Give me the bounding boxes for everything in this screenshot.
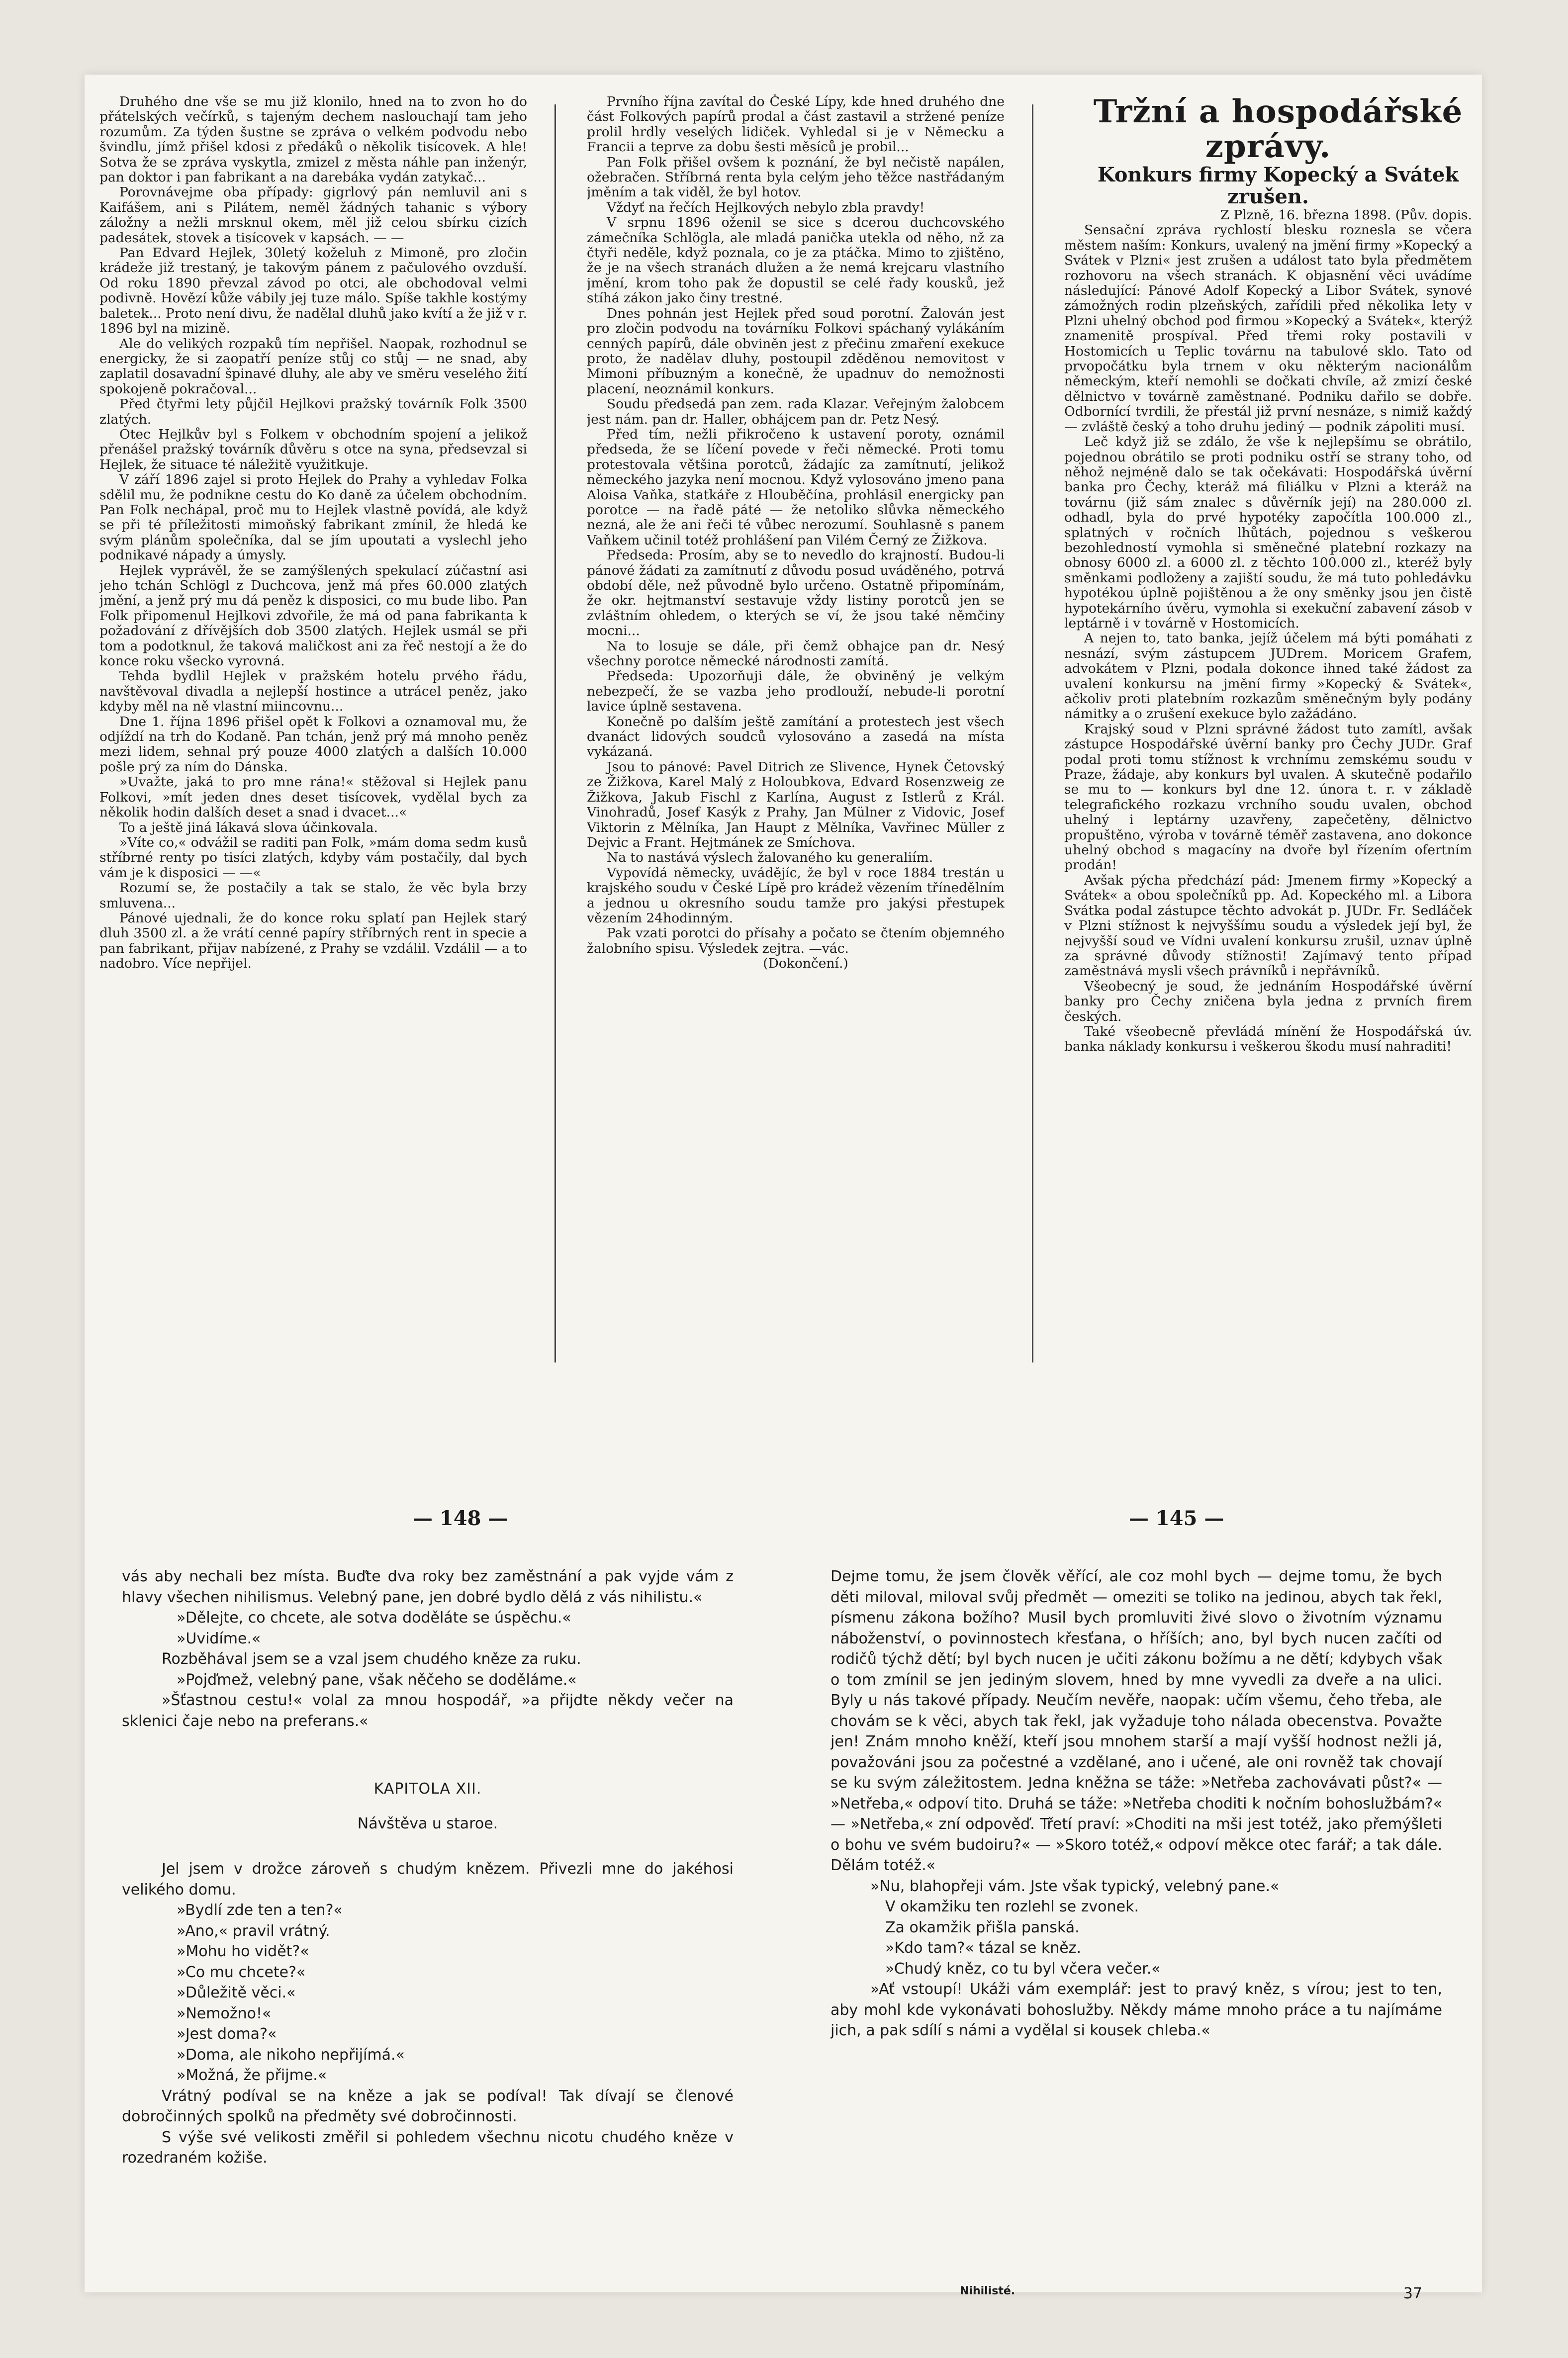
paragraph: V srpnu 1896 oženil se sice s dcerou duchcovského zámečníka Schlögla, ale mladá panička utekla od něho, nž za čtyři neděle, když poznala, co je za ptáčka. Mimo to zjištěno, že je na všech stranách dlužen a že nemá krejcaru vlastního jmění, krom toho pak že dopustil se celé řady kousků, jež stíhá zákon jako činy trestné. — [587, 215, 1005, 306]
paragraph: Vypovídá německy, uvádějíc, že byl v roce 1884 trestán u krajského soudu v České Lípě pro krádež vězením třínedělním a jednou u okresního soudu tamže pro jakýsi přestupek vězením 24hodinným. — [587, 865, 1005, 926]
book-line: Rozběhával jsem se a vzal jsem chudého kněze za ruku. — [162, 1650, 581, 1668]
book-line: »Důležitě věci.« — [177, 1984, 296, 2001]
article-title: Konkurs firmy Kopecký a Svátek zrušen. — [1097, 163, 1459, 208]
chapter-number: KAPITOLA XII. — [373, 1780, 482, 1798]
newspaper-page — [85, 75, 1482, 2302]
book-page-number: 37 — [1403, 2285, 1422, 2302]
book-line: Jel jsem v drožce zároveň s chudým knězem. Přivezli mne do jakéhosi velikého domu. — [122, 1860, 734, 1899]
column-right — [1064, 94, 1472, 1338]
book-page-left — [122, 1566, 734, 2272]
paragraph: Jsou to pánové: Pavel Ditrich ze Slivence, Hynek Četovský ze Žižkova, Karel Malý z Holoubkova, Edvard Rosenzweig ze Žižkova, Jakub Fischl z Karlína, August z Istlerů z Král. Vinohradů, Josef Kasýk z Prahy, Jan Mülner z Vidovic, Josef Viktorin z Mělníka, Jan Haupt z Mělníka, Vavřinec Müller z Dejvic a Frant. Hejtmánek ze Smíchova. — [587, 759, 1005, 850]
paragraph: Pan Folk přišel ovšem k poznání, že byl nečistě napálen, ožebračen. Stříbrná renta byla celým jeho těžce nastřádaným jměním a tak viděl, že byl hotov. — [587, 154, 1005, 200]
book-line: Vrátný podíval se na kněze a jak se podíval! Tak dívají se členové dobročinných spolků na předměty své dobročinnosti. — [122, 2087, 734, 2125]
paragraph: Rozumí se, že postačily a tak se stalo, že věc byla brzy smluvena... — [99, 880, 527, 911]
column-middle — [587, 94, 1005, 1338]
book-line: »Doma, ale nikoho nepřijímá.« — [177, 2046, 405, 2064]
book-line: »Šťastnou cestu!« volal za mnou hospodář, »a přijdte někdy večer na sklenici čaje nebo na preferans.« — [122, 1692, 734, 1730]
book-line: »Pojďmež, velebný pane, však něčeho se doděláme.« — [177, 1671, 577, 1689]
book-line: »Jest doma?« — [177, 2025, 277, 2043]
book-line: »Kdo tam?« tázal se kněz. — [885, 1939, 1082, 1957]
book-line: »Bydlí zde ten a ten?« — [177, 1902, 343, 1919]
signature-mark: Nihilisté. — [960, 2285, 1015, 2297]
book-line: vás aby nechali bez místa. Buďte dva roky bez zaměstnání a pak vyjde vám z hlavy všechen nihilismus. Velebný pane, jen dobré bydlo dělá z vás nihilistu.« — [122, 1568, 734, 1606]
column-divider — [554, 104, 556, 1362]
paragraph: Předseda: Upozorňuji dále, že obviněný je velkým nebezpečí, že se vazba jeho prodlouží, nebude-li porotní lavice úplně sestavena. — [587, 668, 1005, 715]
book-line: »Chudý kněz, co tu byl včera večer.« — [885, 1960, 1161, 1978]
column-left — [99, 94, 527, 1338]
paragraph: Tehda bydlil Hejlek v pražském hotelu prvého řádu, navštěvoval divadla a nejlepší hostince a utrácel peněz, jako kdyby měl na ně vlastní miincovnu... — [99, 668, 527, 715]
paragraph: Na to nastává výslech žalovaného ku generaliím. — [607, 850, 933, 866]
paragraph: Vždyť na řečích Hejlkových nebylo zbla pravdy! — [607, 199, 925, 215]
paragraph: Porovnávejme oba případy: gigrlový pán nemluvil ani s Kaifášem, ani s Pilátem, neměl žádných tahanic s výbory záložny a nežli mrsknul okem, měl již celou sbírku cizích padesátek, stovek a tisícovek v kapsách. — — — [99, 184, 527, 246]
book-line: »Ať vstoupí! Ukáži vám exemplář: jest to pravý kněz, s vírou; jest to ten, aby mohl kde vykonávati bohoslužby. Někdy máme mnoho práce a tu najímáme jich, a pak sdílí s námi a vydělal si kousek chleba.« — [830, 1981, 1442, 2039]
paragraph: Pánové ujednali, že do konce roku splatí pan Hejlek starý dluh 3500 zl. a že vrátí cenné papíry stříbrných rent in specie a pan fabrikant, přijav nabízené, z Prahy se vzdálil. Vzdálil — a to nadobro. Více nepřijel. — [99, 910, 527, 972]
paragraph: Soudu předsedá pan zem. rada Klazar. Veřejným žalobcem jest nám. pan dr. Haller, obhájcem pan dr. Petz Nesý. — [587, 396, 1005, 427]
book-line: »Dělejte, co chcete, ale sotva doděláte se úspěchu.« — [177, 1609, 571, 1627]
paragraph: A nejen to, tato banka, jejíž účelem má býti pomáhati z nesnází, svým zástupcem JUDrem. Moricem Grafem, advokátem v Plzni, podala dokonce ihned také žádost za uvalení konkursu na jmění firmy »Kopecký & Svátek«, ačkoliv proti platebním rozkazům směnečným byly podány námitky a o zrušení exekuce bylo zažádáno. — [1064, 631, 1472, 722]
book-line: V okamžiku ten rozlehl se zvonek. — [885, 1898, 1139, 1915]
book-line: »Mohu ho vidět?« — [177, 1943, 309, 1960]
paragraph: »Víte co,« odvážil se raditi pan Folk, »mám doma sedm kusů stříbrné renty po tisíci zlatých, kdyby vám postačily, dal bych vám je k disposici — —« — [99, 834, 527, 881]
paragraph: To a ještě jiná lákavá slova účinkovala. — [119, 819, 378, 835]
paragraph: Dne 1. října 1896 přišel opět k Folkovi a oznamoval mu, že odjíždí na trh do Kodaně. Pan tchán, jenž prý má mnoho peněz mezi lidem, sehnal prý pouze 4000 zlatých a dalších 10.000 pošle prý za ním do Dánska. — [99, 714, 527, 775]
paragraph: Před tím, nežli přikročeno k ustavení poroty, oznámil předseda, že se líčení povede v řeči německé. Proti tomu protestovala většina porotců, žádajíc za zamítnutí, jelikož německého jazyka není mocnou. Když vylosováno jmeno pana Aloisa Vaňka, statkáře z Hlouběčína, prohlásil energicky pan porotce — na řadě páté — že netoliko slůvka německého nezná, ale že ani řeči té vůbec nerozumí. Souhlasně s panem Vaňkem učinil totéž prohlášení pan Vilém Černý ze Žižkova. — [587, 426, 1005, 548]
page-number-left: — 148 — — [413, 1507, 508, 1530]
paragraph: V září 1896 zajel si proto Hejlek do Prahy a vyhledav Folka sdělil mu, že podnikne cestu do Ko daně za účelem obchodním. Pan Folk nechápal, proč mu to Hejlek vlastně povídá, ale když se při té příležitosti mimoňský fabrikant zmínil, že hledá ke svým plánům společníka, dal se jím upoutati a vyslechl jeho podnikavé nápady a úmysly. — [99, 472, 527, 563]
paragraph: Konečně po dalším ještě zamítání a protestech jest všech dvanáct lidových soudců vylosováno a zasedá na místa vykázaná. — [587, 714, 1005, 760]
book-line: »Co mu chcete?« — [177, 1963, 306, 1981]
book-line: »Uvidíme.« — [177, 1630, 261, 1647]
paragraph: Na to losuje se dále, při čemž obhajce pan dr. Nesý všechny porotce německé národnosti zamítá. — [587, 638, 1005, 669]
continuation-note: (Dokončení.) — [763, 956, 848, 972]
paragraph: Předseda: Prosím, aby se to nevedlo do krajností. Budou-li pánové žádati za zamítnutí z důvodu posud uváděného, potrvá období děle, než původně bylo určeno. Ostatně připomínám, že okr. hejtmanství sestavuje vždy listiny porotců jen se zvláštním ohledem, o kterých se ví, že jsou také němčiny mocni... — [587, 547, 1005, 639]
paragraph: Dnes pohnán jest Hejlek před soud porotní. Žalován jest pro zločin podvodu na továrníku Folkovi spáchaný vylákáním cenných papírů, dále obviněn jest z přečinu zmaření exekuce proto, že nadělav dluhy, postoupil zděděnou nemovitost v Mimoni příbuzným a konečně, že upadnuv do nemožnosti placení, neoznámil konkurs. — [587, 305, 1005, 397]
paragraph: Otec Hejlkův byl s Folkem v obchodním spojení a jelikož přenášel pražský továrník důvěru s otce na syna, předsevzal si Hejlek, že situace té náležitě využitkuje. — [99, 426, 527, 472]
page-number-right: — 145 — — [1129, 1507, 1224, 1530]
paragraph: Pan Edvard Hejlek, 30letý koželuh z Mimoně, pro zločin krádeže již trestaný, je takovým pánem z pačulového ovzduší. Od roku 1890 převzal závod po otci, ale obchodoval velmi podivně. Hovězí kůže vábily jej tuze málo. Spíše takhle kostýmy baletek... Proto není divu, že nadělal dluhů jako kvítí a že již v r. 1896 byl na mizině. — [99, 245, 527, 337]
paragraph: Před čtyřmi lety půjčil Hejlkovi pražský továrník Folk 3500 zlatých. — [99, 396, 527, 427]
paragraph: Leč když již se zdálo, že vše k nejlepšímu se obrátilo, pojednou obrátilo se proti podniku ostří se strany toho, od něhož nejméně dalo se tak očekávati: Hospodářská úvěrní banka pro Čechy, kteráž má filiálku v Plzni a kteráž na továrnu (již sám znalec s důvěrník její) na 280.000 zl. odhadl, byla do prvé hypotéky započítla 100.000 zl., splatných v ročních lhůtách, pojednou s veškerou bezohledností vymohla si směnečné platební rozkazy na obnosy 6000 zl. a 6000 zl. z těchto 100.000 zl., kteréž byly směnkami podloženy a zajiští soudu, že má tuto pohledávku hypotékou úplně pojištěnou a že ony směnky jsou jen čistě hypotekárního úvěru, vymohla si exekuční zabavení zásob v leptárně i v továrně v Hostomicích. — [1064, 434, 1472, 631]
section-headline: Tržní a hospodářské zprávy. — [1093, 94, 1463, 165]
paragraph: Pak vzati porotci do přísahy a počato se čtením objemného žalobního spisu. Výsledek zejtra. —vác. — [587, 925, 1005, 956]
book-page-right — [830, 1566, 1442, 2272]
paragraph: Všeobecný je soud, že jednáním Hospodářské úvěrní banky pro Čechy zničena byla jedna z prvních firem českých. — [1064, 978, 1472, 1024]
paragraph: Hejlek vyprávěl, že se zamýšlených spekulací zúčastní asi jeho tchán Schlögl z Duchcova, jenž má přes 60.000 zlatých jmění, a jenž prý mu dá peněz k disposici, co mu bude libo. Pan Folk připomenul Hejlkovi zdvořile, že má od pana fabrikanta k požadování z dřívějších dob 3500 zlatých. Hejlek usmál se při tom a podotknul, že taková maličkost ani za řeč nestojí a že do konce roku všecko vyrovná. — [99, 562, 527, 669]
book-line: Za okamžik přišla panská. — [885, 1918, 1080, 1936]
paragraph: Sensační zpráva rychlostí blesku roznesla se včera městem naším: Konkurs, uvalený na jmění firmy »Kopecký a Svátek v Plzni« jest zrušen a událost tato byla předmětem rozhovoru na všech stranách. K objasnění věci uvádíme následující: Pánové Adolf Kopecký a Libor Svátek, synové zámožných rodin plzeňských, zařídili před několika lety v Plzni uhelný obchod pod firmou »Kopecký a Svátek«, kterýž znamenitě prospíval. Před třemi roky postavili v Hostomicích u Teplic továrnu na tabulové sklo. Tato od prvopočátku byla trnem v oku některým nacionálům německým, kteří nemohli se dočkati chvíle, až zmizí české dělnictvo v továrně zaměstnané. Podniku dařilo se dobře. Odbornící tvrdili, že přestál již první nesnáze, s nimiž každý — zvláště český a toho druhu jediný — podnik zápoliti musí. — [1064, 222, 1472, 435]
book-line: »Nemožno!« — [177, 2004, 272, 2022]
paragraph: Avšak pýcha předchází pád: Jmenem firmy »Kopecký a Svátek« a obou společníků pp. Ad. Kopeckého ml. a Libora Svátka podal zástupce těchto advokát p. JUDr. Fr. Sedláček v Plzni stížnost k nejvyššímu soudu a výsledek její byl, že nejvyšší soud ve Vídni uvalení konkursu zrušil, uznav úplně za správné důvody stížnosti! Zajímavý tento případ zaměstnává mysli všech právníků i nepřávníků. — [1064, 872, 1472, 979]
paragraph: Krajský soud v Plzni správné žádost tuto zamítl, avšak zástupce Hospodářské úvěrní banky pro Čechy JUDr. Graf podal proti tomu stížnost k vrchnímu zemskému soudu v Praze, žádaje, aby konkurs byl uvalen. A skutečně podařilo se mu to — konkurs byl dne 12. února t. r. v základě telegrafického rozkazu vrchního soudu uvalen, obchod uhelný i leptárny uzavřeny, zapečetěny, dělnictvo propuštěno, výroba v továrně téměř zastavena, ano dokonce uhelný obchod s magacíny na dvoře byl řízením ofertním prodán! — [1064, 721, 1472, 873]
book-line: »Nu, blahopřeji vám. Jste však typický, velebný pane.« — [870, 1877, 1280, 1895]
column-divider — [1032, 104, 1033, 1362]
book-line: S výše své velikosti změřil si pohledem všechnu nicotu chudého kněze v rozedraném kožiše. — [122, 2128, 734, 2167]
paragraph: Druhého dne vše se mu již klonilo, hned na to zvon ho do přátelských večírků, s tajeným dechem naslouchají tam jeho rozumům. Za týden šustne se zpráva o velkém podvodu nebo švindlu, jímž přišel kdosi z předáků o několik tisícovek. A hle! Sotva že se zpráva vyskytla, zmizel z města náhle pan inženýr, pan doktor i pan fabrikant a na darebáka vydán zatykač... — [99, 94, 527, 185]
paragraph: Také všeobecně převládá mínění že Hospodářská úv. banka náklady konkursu i veškerou škodu musí nahraditi! — [1064, 1023, 1472, 1055]
book-line: »Ano,« pravil vrátný. — [177, 1922, 330, 1940]
paragraph: »Uvažte, jaká to pro mne rána!« stěžoval si Hejlek panu Folkovi, »mít jeden dnes deset tisícovek, vydělal bych za několik hodin dalších deset a snad i dvacet...« — [99, 774, 527, 820]
book-line: »Možná, že přijme.« — [177, 2067, 327, 2084]
chapter-title: Návštěva u staroe. — [357, 1814, 498, 1832]
book-line: Dejme tomu, že jsem člověk věřící, ale coz mohl bych — dejme tomu, že bych děti miloval, miloval svůj předmět — omeziti se toliko na jedinou, abych tak řekl, písmenu zákona božího? Musil bych promluviti živé slovo o životním významu náboženství, o povinnostech křesťana, o hříších; ano, byl bych nucen začíti od rodičů týchž dětí; byl bych nucen je učiti zákonu božímu a ne dětí; kdybych však o tom zmínil se jen jediným slovem, hned by mne vyvedli za dveře a na ulici. Byly u nás takové případy. Neučím nevěře, naopak: učím všemu, čeho třeba, ale chovám se k věci, abych tak řekl, jak vyžaduje toho nálada obecenstva. Považte jen! Znám mnoho kněží, kteří jsou mnohem starší a mají vyšší hodnost nežli já, považováni jsou za počestné a vzdělané, ano i učené, ale oni rovněž tak chovají se ku svým záležitostem. Jedna kněžna se táže: »Netřeba zachovávati půst?« — »Netřeba,« odpoví tito. Druhá se táže: »Netřeba choditi k nočním bohoslužbám?« — »Netřeba,« zní odpověď. Třetí praví: »Choditi na mši jest totéž, jako přemýšleti o bohu ve svém budoiru?« — »Skoro totéž,« odpoví měkce otec farář; a tak dále. Dělám totéž.« — [830, 1568, 1442, 1874]
paragraph: Ale do velikých rozpaků tím nepřišel. Naopak, rozhodnul se energicky, že si zaopatří peníze stůj co stůj — ne snad, aby zaplatil dosavadní špinavé dluhy, ale aby ve směru veselého žití spokojeně pokračoval... — [99, 336, 527, 397]
paragraph: Prvního října zavítal do České Lípy, kde hned druhého dne část Folkových papírů prodal a část zastavil a stržené peníze prolil hrdly veselých lidiček. Vyhledal si je v Německu a Francii a teprve za dobu šesti měsíců je probil... — [587, 94, 1005, 155]
dateline: Z Plzně, 16. března 1898. (Pův. dopis. — [1220, 207, 1472, 223]
